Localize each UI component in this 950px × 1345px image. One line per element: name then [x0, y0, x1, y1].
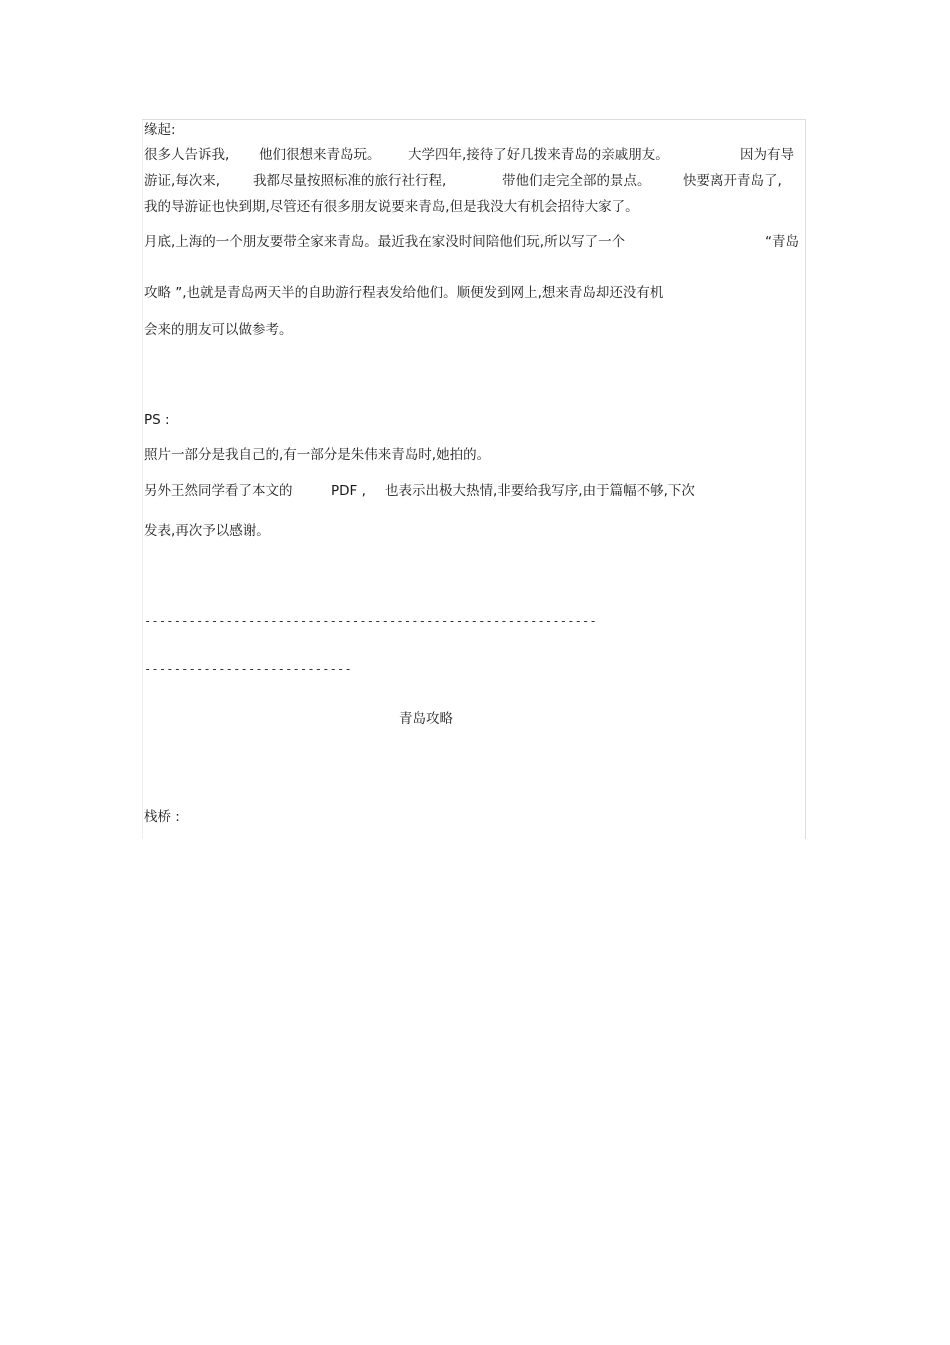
origin-p2-line1-b: “青岛 [765, 234, 799, 250]
guide-title: 青岛攻略 [399, 711, 453, 727]
origin-p1-line1-b: 他们很想来青岛玩。 [259, 147, 381, 163]
ps-heading: PS : [144, 412, 170, 428]
ps-line2-b: PDF , [331, 483, 366, 499]
ps-line3: 发表,再次予以感谢。 [144, 523, 270, 539]
origin-heading: 缘起: [144, 122, 176, 138]
origin-p1-line1-d: 因为有导 [740, 147, 794, 163]
content-frame [142, 119, 806, 839]
origin-p1-line2-a: 游证,每次来, [144, 173, 221, 189]
ps-line1: 照片一部分是我自己的,有一部分是朱伟来青岛时,她拍的。 [144, 447, 491, 463]
origin-p1-line1-a: 很多人告诉我, [144, 147, 230, 163]
origin-p1-line1-c: 大学四年,接待了好几拨来青岛的亲戚朋友。 [408, 147, 669, 163]
origin-p1-line2-c: 带他们走完全部的景点。 [502, 173, 651, 189]
section-zhanqiao-heading: 栈桥 : [144, 809, 180, 825]
ps-line2-a: 另外王然同学看了本文的 [144, 483, 293, 499]
ps-line2-c: 也表示出极大热情,非要给我写序,由于篇幅不够,下次 [385, 483, 695, 499]
origin-p1-line3: 我的导游证也快到期,尽管还有很多朋友说要来青岛,但是我没大有机会招待大家了。 [144, 199, 639, 215]
separator-line-2: ---------------------------- [144, 662, 352, 676]
origin-p1-line2-b: 我都尽量按照标准的旅行社行程, [253, 173, 447, 189]
origin-p2-line1-a: 月底,上海的一个朋友要带全家来青岛。最近我在家没时间陪他们玩,所以写了一个 [144, 234, 626, 250]
origin-p2-line2: 攻略 ”,也就是青岛两天半的自助游行程表发给他们。顺便发到网上,想来青岛却还没有机 [144, 285, 664, 301]
origin-p2-line3: 会来的朋友可以做参考。 [144, 322, 293, 338]
origin-p1-line2-d: 快要离开青岛了, [683, 173, 782, 189]
separator-line-1: ------------------------------------------------------------- [144, 614, 597, 628]
